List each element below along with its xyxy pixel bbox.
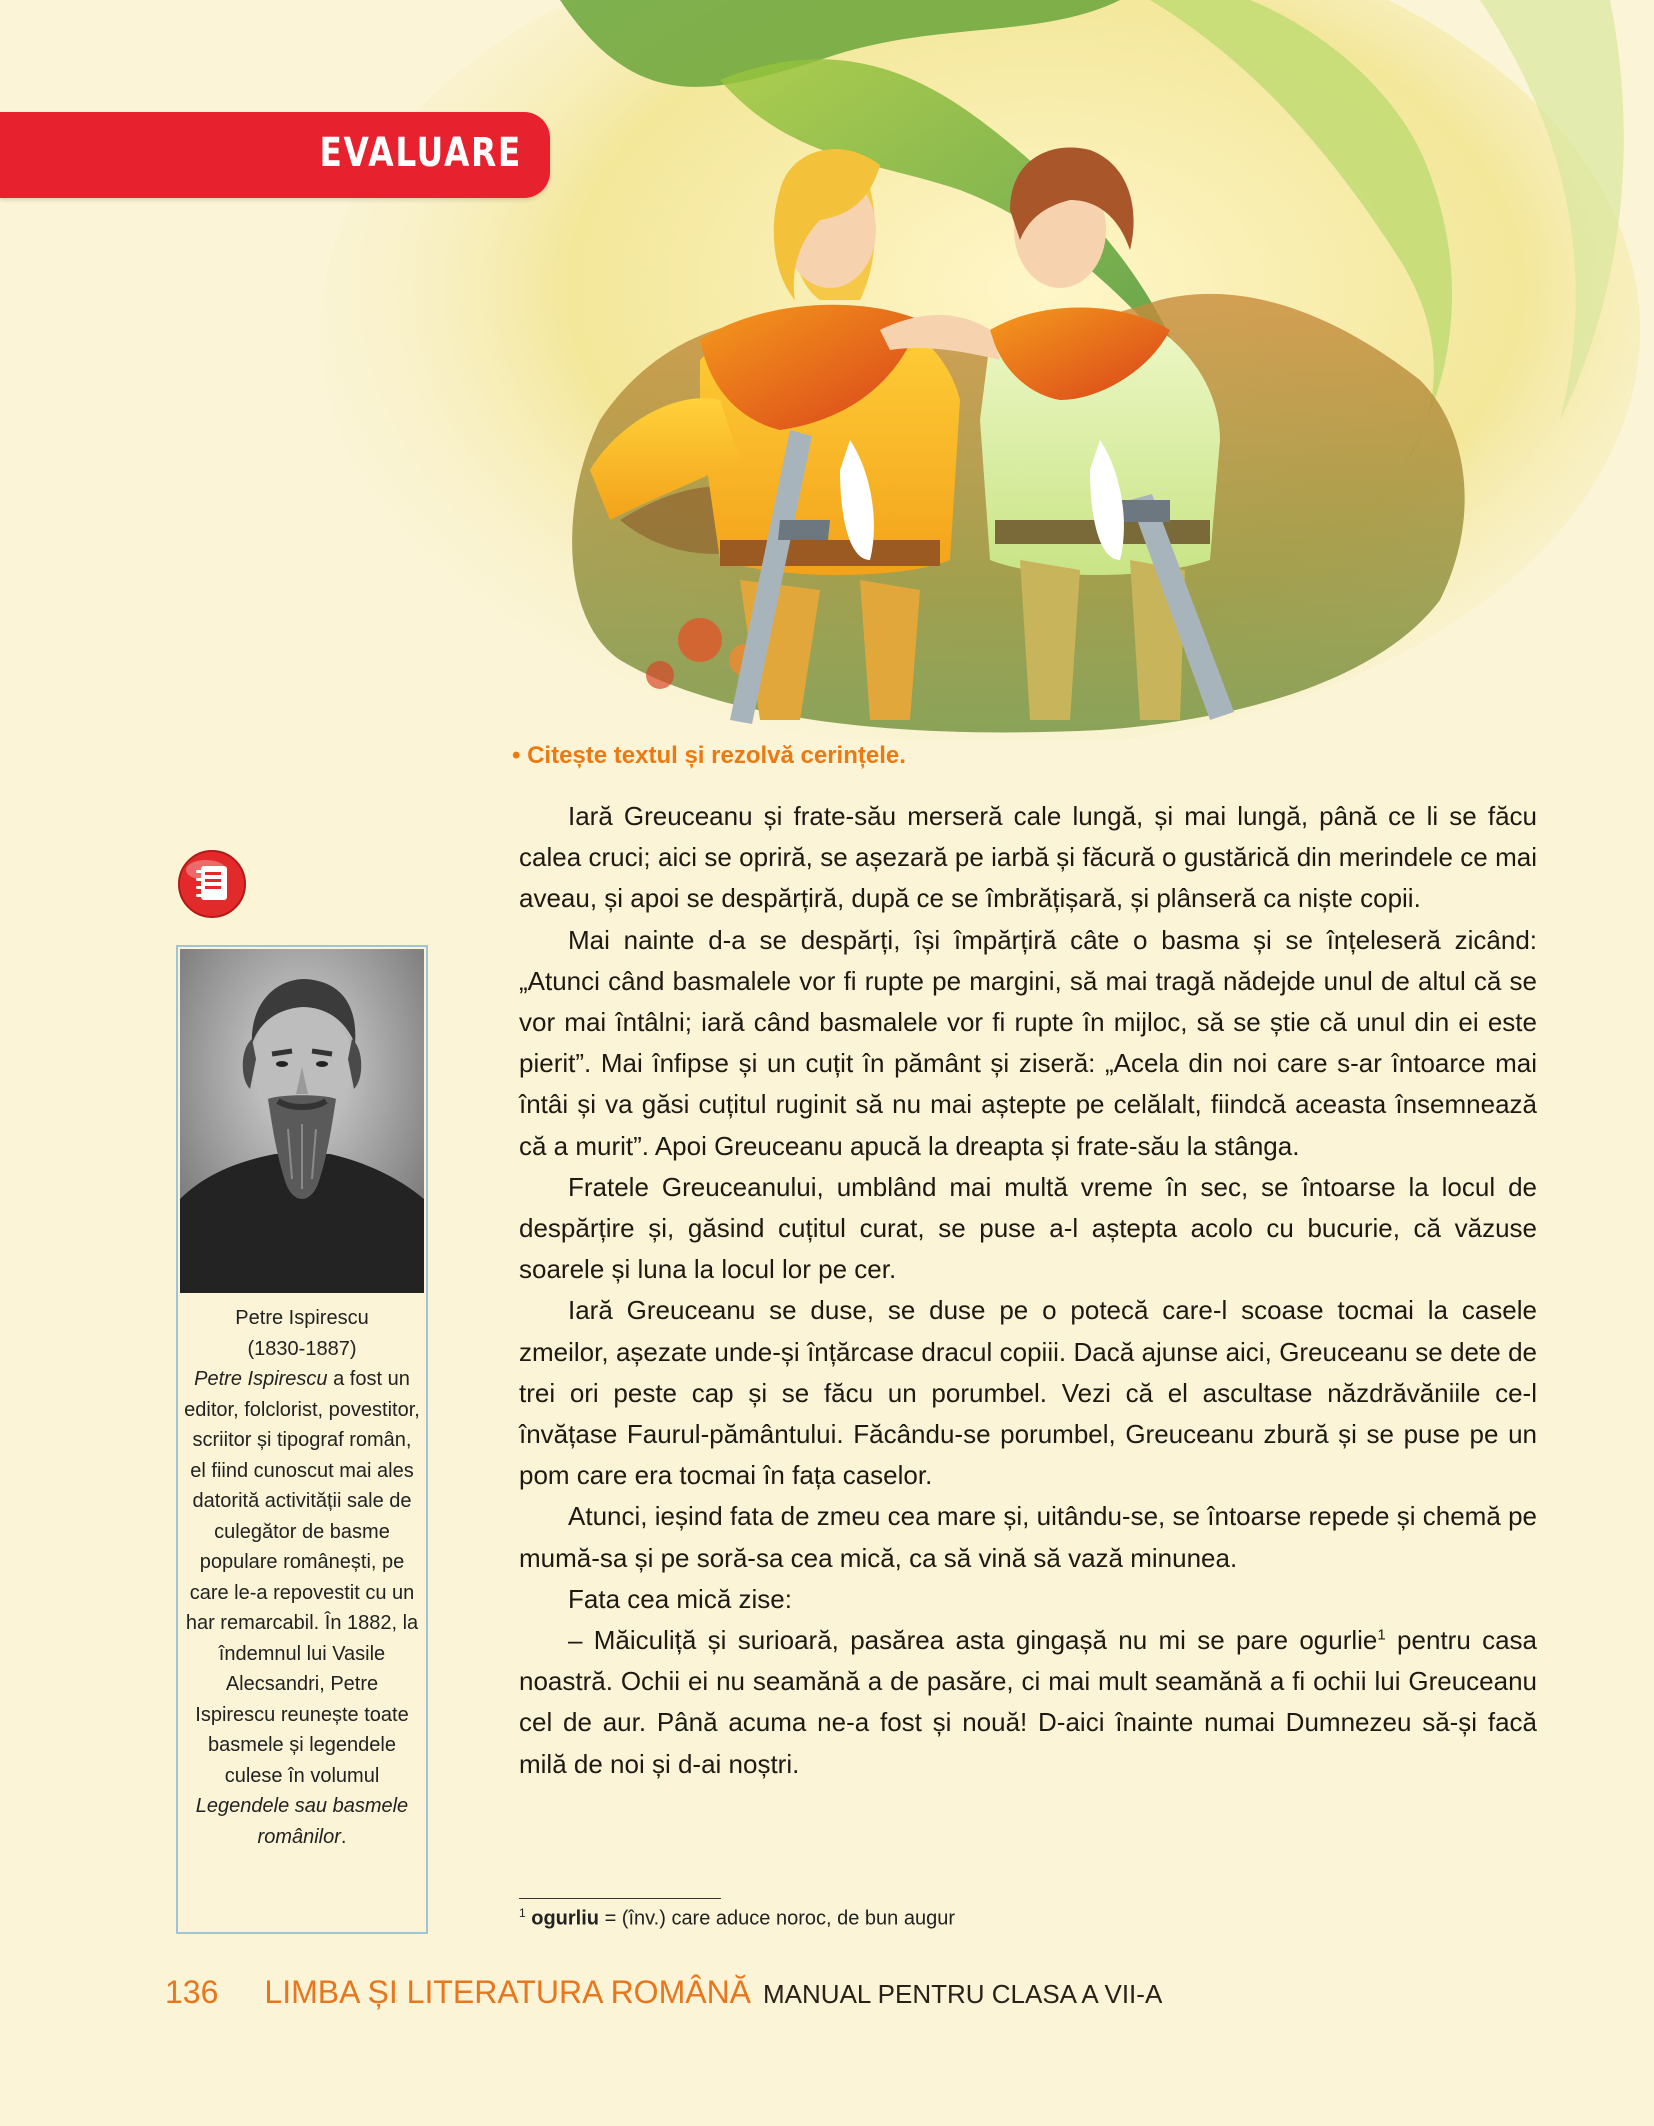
- author-bio-book: Legendele sau basmele românilor: [195, 1795, 409, 1848]
- footnote-definition: = (înv.) care aduce noroc, de bun augur: [599, 1907, 955, 1930]
- paragraph-5: Atunci, ieșind fata de zmeu cea mare și, uitându-se, se întoarse repede și chemă pe mumă-sa și pe soră-sa cea mică, ca să vină să vază minunea.: [519, 1501, 1537, 1573]
- paragraph-3: Fratele Greuceanului, umblând mai multă vreme în sec, se întoarse la locul de despărțire și, găsind cuțitul curat, se puse a-l aștepta acolo cu bucurie, că văzuse soarele și luna la locul lor pe cer.: [519, 1171, 1537, 1285]
- author-bio-name: Petre Ispirescu: [194, 1368, 328, 1390]
- author-info-box: [176, 945, 428, 1934]
- footer-manual: MANUAL PENTRU CLASA A VII-A: [763, 1979, 1163, 2009]
- paragraph-7-end: pentru casa noastră. Ochii ei nu seamănă a de pasăre, ci mai mult seamănă a fi ochii lui Greuceanu cel de aur. Până acuma ne-a fost și nouă! D-aici înainte numai Dumnezeu să-și facă milă de noi și d-ai noștri.: [519, 1625, 1537, 1779]
- page-footer: [165, 1974, 1162, 2011]
- author-bio-text: a fost un editor, folclorist, povestitor, scriitor și tipograf român, el fiind cunoscut mai ales datorită activității sale de culegător de basme populare românești, pe care le-a repovestit cu un har remarcabil. În 1882, la îndemnul lui Vasile Alecsandri, Petre Ispirescu reunește toate basmele și legendele culese în volumul: [184, 1368, 420, 1787]
- author-name: Petre Ispirescu: [235, 1307, 369, 1329]
- footnote-reference: 1: [1377, 1626, 1386, 1644]
- footer-subject: LIMBA ȘI LITERATURA ROMÂNĂ: [264, 1974, 752, 2010]
- paragraph-7: [519, 1620, 1537, 1785]
- author-years: (1830-1887): [247, 1337, 357, 1360]
- footnote-mark: 1: [519, 1906, 526, 1920]
- task-instruction: • Citește textul și rezolvă cerințele.: [512, 742, 906, 769]
- paragraph-2: Mai nainte d-a se despărți, își împărțiră câte o basma și se înțeleseră zicând: „Atunci când basmalele vor fi rupte pe margini, să mai tragă nădejde unul de altul că se vor mai întâlni; iară când basmalele vor fi rupte în mijloc, să se știe că unul din ei este pierit”. Mai înfipse și un cuțit în pământ și ziseră: „Acela din noi care s-ar întoarce mai întâi și va găsi cuțitul ruginit să nu mai aștepte pe celălalt, fiindcă aceasta însemnează că a murit”. Apoi Greuceanu apucă la dreapta și frate-său la stânga.: [519, 924, 1537, 1161]
- paragraph-7-start: – Măiculiță și surioară, pasărea asta gingașă nu mi se pare ogurlie: [568, 1625, 1378, 1656]
- author-bio: [184, 1364, 420, 1852]
- paragraph-1: Iară Greuceanu și frate-său merseră cale lungă, și mai lungă, până ce li se făcu calea cruci; aici se opriră, se așezară pe iarbă și făcură o gustărică din merindele ce mai aveau, și apoi se despărțiră, după ce se îmbrățișară, și plânseră ca niște copii.: [519, 801, 1537, 914]
- footnote-term: ogurliu: [531, 1907, 600, 1930]
- author-portrait: [180, 949, 424, 1293]
- banner-label: EVALUARE: [319, 130, 522, 176]
- story-text: [519, 796, 1537, 1785]
- notebook-icon: [176, 848, 248, 920]
- paragraph-6: Fata cea mică zise:: [568, 1583, 792, 1614]
- paragraph-4: Iară Greuceanu se duse, se duse pe o potecă care-l scoase tocmai la casele zmeilor, așezate unde-și înțărcase dracul copiii. Dacă ajunse aici, Greuceanu se dete de trei ori peste cap și se făcu un porumbel. Vezi că el ascultase năzdrăvăniile ce-l învățase Faurul-pământului. Făcându-se porumbel, Greuceanu zbură și se puse pe un pom care era tocmai în fața caselor.: [519, 1295, 1537, 1491]
- page-number: 136: [165, 1974, 219, 2010]
- author-caption: [184, 1303, 420, 1852]
- footnote-divider: [519, 1898, 721, 1899]
- author-bio-end: .: [340, 1825, 347, 1848]
- footnote: [519, 1906, 955, 1931]
- evaluare-banner: [0, 112, 550, 198]
- illustration-two-brothers: [0, 0, 1654, 740]
